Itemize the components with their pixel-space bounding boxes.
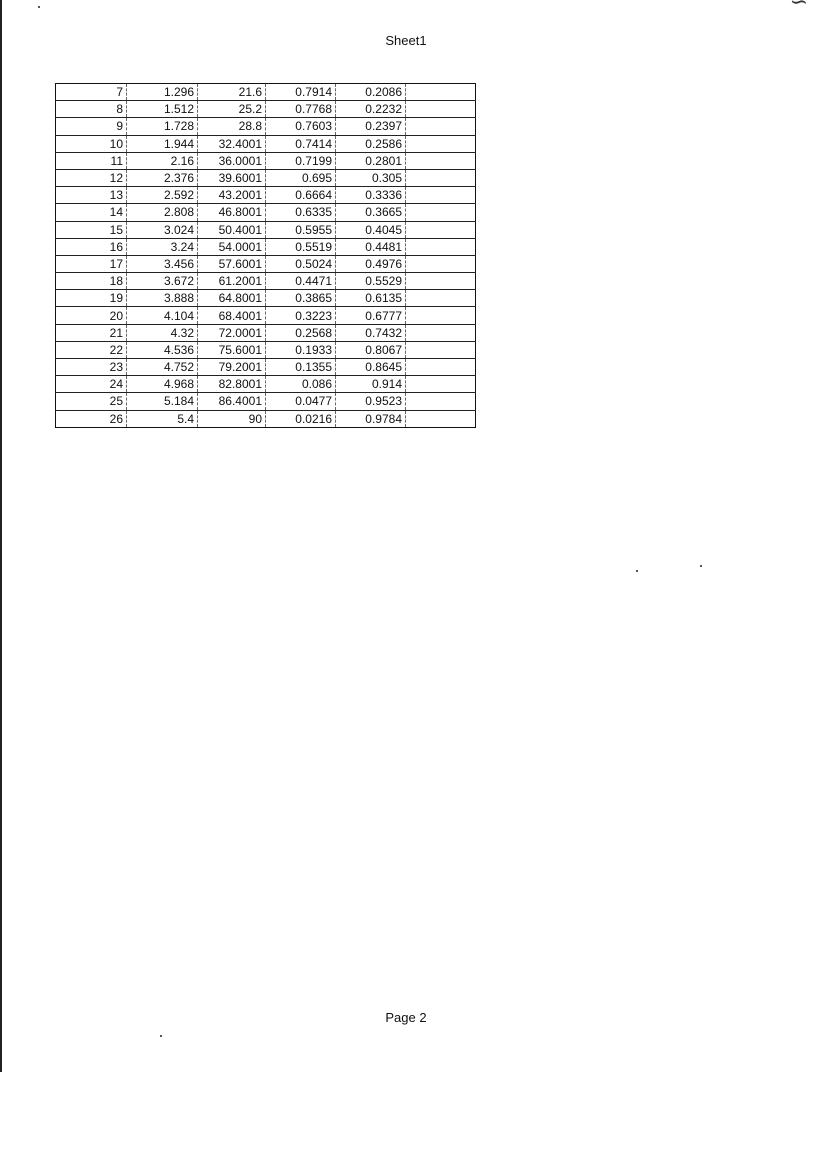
data-table — [55, 83, 476, 428]
table-cell: 3.456 — [127, 255, 198, 272]
table-row — [56, 84, 476, 101]
scan-speck — [38, 6, 40, 8]
table-cell: 10 — [56, 135, 127, 152]
table-cell: 1.296 — [127, 84, 198, 101]
table-row — [56, 101, 476, 118]
empty-cell — [406, 341, 476, 358]
scan-speck — [160, 1035, 162, 1037]
table-cell: 50.4001 — [198, 221, 266, 238]
table-row — [56, 135, 476, 152]
table-row — [56, 238, 476, 255]
table-cell: 0.8067 — [336, 341, 406, 358]
table-cell: 21 — [56, 324, 127, 341]
empty-cell — [406, 324, 476, 341]
table-cell: 7 — [56, 84, 127, 101]
table-cell: 0.6777 — [336, 307, 406, 324]
empty-cell — [406, 204, 476, 221]
empty-cell — [406, 273, 476, 290]
table-cell: 79.2001 — [198, 359, 266, 376]
empty-cell — [406, 307, 476, 324]
table-row — [56, 221, 476, 238]
table-cell: 8 — [56, 101, 127, 118]
table-row — [56, 359, 476, 376]
table-cell: 25 — [56, 393, 127, 410]
table-cell: 0.7432 — [336, 324, 406, 341]
table-cell: 3.024 — [127, 221, 198, 238]
empty-cell — [406, 118, 476, 135]
table-cell: 9 — [56, 118, 127, 135]
table-cell: 0.9523 — [336, 393, 406, 410]
scan-left-edge — [0, 0, 2, 1072]
table-cell: 57.6001 — [198, 255, 266, 272]
table-cell: 43.2001 — [198, 187, 266, 204]
table-cell: 0.7603 — [266, 118, 336, 135]
page-number: Page 2 — [385, 1010, 427, 1025]
empty-cell — [406, 255, 476, 272]
sheet-title: Sheet1 — [385, 33, 427, 48]
table-cell: 0.2232 — [336, 101, 406, 118]
table-cell: 14 — [56, 204, 127, 221]
table-cell: 0.6335 — [266, 204, 336, 221]
table-row — [56, 410, 476, 427]
empty-cell — [406, 238, 476, 255]
table-row — [56, 255, 476, 272]
table-cell: 90 — [198, 410, 266, 427]
table-cell: 0.1355 — [266, 359, 336, 376]
table-cell: 0.2086 — [336, 84, 406, 101]
table-cell: 0.6135 — [336, 290, 406, 307]
empty-cell — [406, 101, 476, 118]
table-cell: 2.592 — [127, 187, 198, 204]
table-cell: 2.376 — [127, 169, 198, 186]
empty-cell — [406, 359, 476, 376]
empty-cell — [406, 410, 476, 427]
corner-scan-mark: ∽ — [789, 0, 808, 15]
table-cell: 15 — [56, 221, 127, 238]
table-cell: 54.0001 — [198, 238, 266, 255]
table-cell: 0.3336 — [336, 187, 406, 204]
table-cell: 39.6001 — [198, 169, 266, 186]
table-cell: 20 — [56, 307, 127, 324]
table-cell: 0.0216 — [266, 410, 336, 427]
scan-speck — [636, 570, 638, 572]
empty-cell — [406, 393, 476, 410]
table-cell: 28.8 — [198, 118, 266, 135]
table-row — [56, 204, 476, 221]
table-cell: 64.8001 — [198, 290, 266, 307]
empty-cell — [406, 135, 476, 152]
table-cell: 0.086 — [266, 376, 336, 393]
table-cell: 68.4001 — [198, 307, 266, 324]
table-cell: 0.7199 — [266, 152, 336, 169]
table-cell: 2.16 — [127, 152, 198, 169]
table-row — [56, 152, 476, 169]
table-cell: 0.9784 — [336, 410, 406, 427]
table-cell: 12 — [56, 169, 127, 186]
table-cell: 0.7768 — [266, 101, 336, 118]
table-cell: 0.6664 — [266, 187, 336, 204]
table-row — [56, 118, 476, 135]
table-cell: 0.3223 — [266, 307, 336, 324]
table-cell: 2.808 — [127, 204, 198, 221]
table-cell: 61.2001 — [198, 273, 266, 290]
empty-cell — [406, 290, 476, 307]
table-cell: 4.104 — [127, 307, 198, 324]
table-cell: 3.888 — [127, 290, 198, 307]
table-cell: 0.305 — [336, 169, 406, 186]
table-cell: 36.0001 — [198, 152, 266, 169]
table-cell: 1.512 — [127, 101, 198, 118]
table-cell: 0.1933 — [266, 341, 336, 358]
table-cell: 0.695 — [266, 169, 336, 186]
table-cell: 3.24 — [127, 238, 198, 255]
table-cell: 0.5955 — [266, 221, 336, 238]
table-cell: 5.184 — [127, 393, 198, 410]
table-cell: 0.2801 — [336, 152, 406, 169]
table-cell: 0.7414 — [266, 135, 336, 152]
table-row — [56, 324, 476, 341]
table-cell: 0.4045 — [336, 221, 406, 238]
table-cell: 0.5519 — [266, 238, 336, 255]
table-cell: 18 — [56, 273, 127, 290]
scan-speck — [700, 565, 702, 567]
table-cell: 13 — [56, 187, 127, 204]
table-cell: 0.8645 — [336, 359, 406, 376]
table-cell: 0.5529 — [336, 273, 406, 290]
table-cell: 17 — [56, 255, 127, 272]
table-cell: 1.728 — [127, 118, 198, 135]
table-cell: 22 — [56, 341, 127, 358]
table-cell: 75.6001 — [198, 341, 266, 358]
table-cell: 4.968 — [127, 376, 198, 393]
table-cell: 25.2 — [198, 101, 266, 118]
table-cell: 0.4481 — [336, 238, 406, 255]
table-body — [56, 84, 476, 428]
table-cell: 11 — [56, 152, 127, 169]
table-cell: 0.2586 — [336, 135, 406, 152]
table-cell: 4.32 — [127, 324, 198, 341]
table-cell: 0.2397 — [336, 118, 406, 135]
empty-cell — [406, 221, 476, 238]
table-row — [56, 273, 476, 290]
table-row — [56, 307, 476, 324]
table-cell: 0.4471 — [266, 273, 336, 290]
table-cell: 16 — [56, 238, 127, 255]
table-cell: 4.536 — [127, 341, 198, 358]
empty-cell — [406, 376, 476, 393]
table-cell: 0.0477 — [266, 393, 336, 410]
table-cell: 5.4 — [127, 410, 198, 427]
empty-cell — [406, 169, 476, 186]
table-cell: 26 — [56, 410, 127, 427]
table-row — [56, 290, 476, 307]
table-cell: 21.6 — [198, 84, 266, 101]
table-cell: 72.0001 — [198, 324, 266, 341]
table-cell: 82.8001 — [198, 376, 266, 393]
table-row — [56, 187, 476, 204]
empty-cell — [406, 187, 476, 204]
empty-cell — [406, 84, 476, 101]
table-cell: 1.944 — [127, 135, 198, 152]
table-row — [56, 393, 476, 410]
table-cell: 0.914 — [336, 376, 406, 393]
table-row — [56, 341, 476, 358]
table-cell: 46.8001 — [198, 204, 266, 221]
empty-cell — [406, 152, 476, 169]
table-cell: 0.3865 — [266, 290, 336, 307]
table-cell: 0.3665 — [336, 204, 406, 221]
table-cell: 0.5024 — [266, 255, 336, 272]
table-cell: 19 — [56, 290, 127, 307]
table-row — [56, 376, 476, 393]
table-cell: 3.672 — [127, 273, 198, 290]
table-cell: 23 — [56, 359, 127, 376]
table-cell: 4.752 — [127, 359, 198, 376]
table-cell: 0.4976 — [336, 255, 406, 272]
table-cell: 0.2568 — [266, 324, 336, 341]
table-cell: 86.4001 — [198, 393, 266, 410]
table-cell: 32.4001 — [198, 135, 266, 152]
table-cell: 24 — [56, 376, 127, 393]
table-cell: 0.7914 — [266, 84, 336, 101]
table-row — [56, 169, 476, 186]
